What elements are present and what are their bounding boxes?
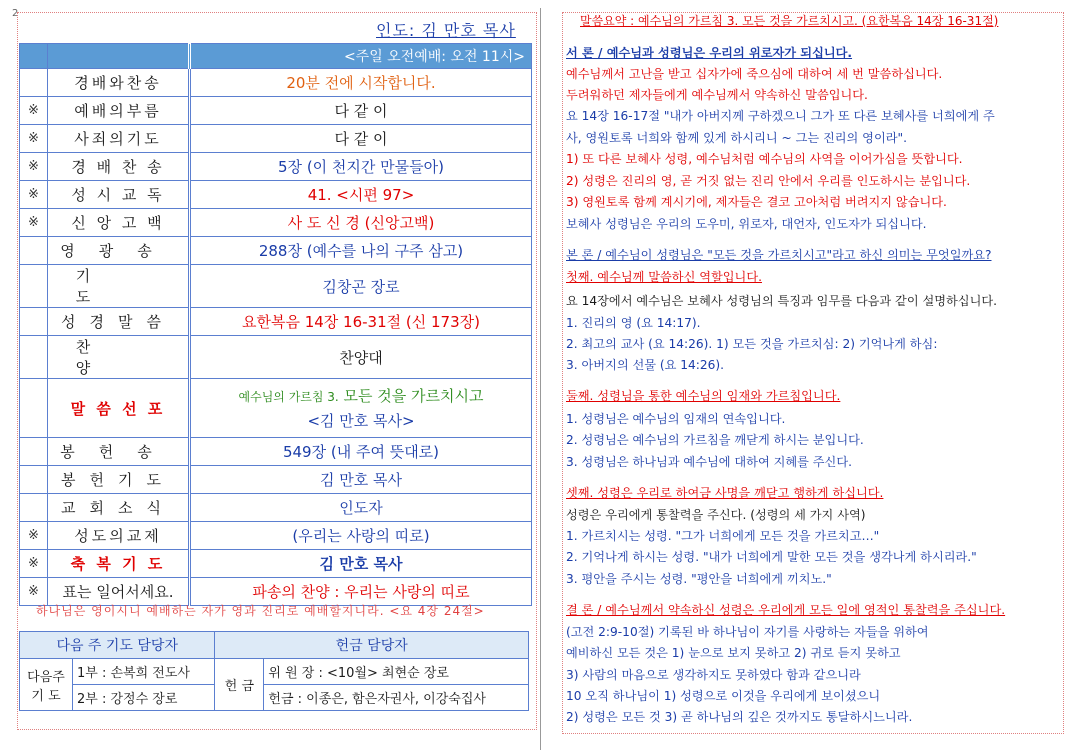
- order-item-value: 김 만호 목사: [190, 466, 532, 494]
- section-body: 본 론 / 예수님이 성령님은 "모든 것을 가르치시고"라고 하신 의미는 무엇일까요?: [566, 248, 992, 262]
- summary-line: 2. 기억나게 하시는 성령. "내가 너희에게 말한 모든 것을 생각나게 하시리라.": [566, 550, 977, 564]
- summary-line: 3. 평안을 주시는 성령. "평안을 너희에게 끼치노.": [566, 572, 832, 586]
- order-item-value: 549장 (내 주여 뜻대로): [190, 438, 532, 466]
- order-row: ※ 표는 일어서세요. 파송의 찬양 : 우리는 사랑의 띠로: [20, 578, 532, 606]
- summary-line: 두려워하던 제자들에게 예수님께서 약속하신 말씀입니다.: [566, 88, 868, 102]
- order-row: ※ 경 배 찬 송 5장 (이 천지간 만물들아): [20, 153, 532, 181]
- order-item-name: 예배의부름: [48, 97, 190, 125]
- offering-header: 헌금 담당자: [215, 632, 529, 659]
- order-item-value: 인도자: [190, 494, 532, 522]
- summary-line: 예비하신 모든 것은 1) 눈으로 보지 못하고 2) 귀로 듣지 못하고: [566, 646, 901, 660]
- order-item-name: 말 씀 선 포: [48, 379, 190, 438]
- summary-line: 10 오직 하나님이 1) 성령으로 이것을 우리에게 보이셨으니: [566, 689, 881, 703]
- order-item-value: 다 같 이: [190, 125, 532, 153]
- order-item-value: 41. <시편 97>: [190, 181, 532, 209]
- summary-line: 사, 영원토록 너희와 함께 있게 하시리니 ~ 그는 진리의 영이라".: [566, 131, 907, 145]
- committee-chair: 위 원 장 : <10월> 최현순 장로: [264, 659, 529, 685]
- order-item-name: 신 앙 고 백: [48, 209, 190, 237]
- summary-line: 3) 영원토록 함께 계시기에, 제자들은 결코 고아처럼 버려지지 않습니다.: [566, 195, 947, 209]
- second-service-leader: 2부 : 강정수 장로: [73, 685, 215, 711]
- sermon-preacher: <김 만호 목사>: [307, 412, 415, 430]
- point-second: 둘째. 성령님을 통한 예수님의 임재와 가르침입니다.: [566, 389, 841, 403]
- order-row: [20, 466, 532, 494]
- offering-label: 헌 금: [215, 659, 264, 711]
- verse-text: 하나님은 영이시니 예배하는 자가 영과 진리로 예배할지니라. <요 4장 24절>: [36, 604, 485, 618]
- order-item-value: 사 도 신 경 (신앙고백): [190, 209, 532, 237]
- order-row: ※ 신 앙 고 백 사 도 신 경 (신앙고백): [20, 209, 532, 237]
- next-week-label: 다음주 기 도: [20, 659, 73, 711]
- order-item-name: 경배와찬송: [48, 69, 190, 97]
- order-item-value: 다 같 이: [190, 97, 532, 125]
- order-item-name: 축 복 기 도: [48, 550, 190, 578]
- first-service-leader: 1부 : 손복희 전도사: [73, 659, 215, 685]
- summary-line: 성령은 우리에게 통찰력을 주신다. (성령의 세 가지 사역): [566, 508, 866, 522]
- summary-line: 2) 성령은 진리의 영, 곧 거짓 없는 진리 안에서 우리를 인도하시는 분입니다.: [566, 174, 971, 188]
- sermon-series: 예수님의 가르침 3.: [238, 390, 339, 404]
- stand-note: 표는 일어서세요.: [48, 578, 190, 606]
- summary-line: 3. 아버지의 선물 (요 14:26).: [566, 358, 725, 372]
- worship-order-table: [19, 43, 532, 606]
- order-row: ※ 성 시 교 독 41. <시편 97>: [20, 181, 532, 209]
- order-row: ※ 예배의부름 다 같 이: [20, 97, 532, 125]
- point-first: 첫째. 예수님께 말씀하신 역할입니다.: [566, 270, 762, 284]
- order-row: [20, 336, 532, 379]
- page-divider: [540, 8, 541, 750]
- order-item-name: 찬양: [48, 336, 190, 379]
- section-intro: 서 론 / 예수님과 성령님은 우리의 위로자가 되십니다.: [566, 46, 853, 60]
- summary-line: 1. 진리의 영 (요 14:17).: [566, 316, 701, 330]
- order-item-name: 봉헌기도: [48, 466, 190, 494]
- summary-line: 1) 또 다른 보혜사 성령, 예수님처럼 예수님의 사역을 이어가심을 뜻합니다.: [566, 152, 963, 166]
- order-item-value: (우리는 사랑의 띠로): [190, 522, 532, 550]
- summary-line: (고전 2:9-10절) 기록된 바 하나님이 자기를 사랑하는 자들을 위하여: [566, 625, 929, 639]
- order-item-name: 성 시 교 독: [48, 181, 190, 209]
- order-item-name: 봉헌송: [48, 438, 190, 466]
- summary-line: 요 14장 16-17절 "내가 아버지께 구하겠으니 그가 또 다른 보혜사를 너희에게 주: [566, 109, 995, 123]
- summary-line: 2. 성령님은 예수님의 가르침을 깨닫게 하시는 분입니다.: [566, 433, 864, 447]
- lead-pastor: 인도: 김 만호 목사: [376, 21, 516, 40]
- order-item-value: 김 만호 목사: [190, 550, 532, 578]
- offering-members: 헌금 : 이종은, 함은자권사, 이강숙집사: [264, 685, 529, 711]
- next-week-header: 다음 주 기도 담당자: [20, 632, 215, 659]
- order-row: [20, 494, 532, 522]
- summary-line: 3. 성령님은 하나님과 예수님에 대하여 지혜를 주신다.: [566, 455, 852, 469]
- order-item-value: 김창곤 장로: [190, 265, 532, 308]
- summary-line: 2) 성령은 모든 것 3) 곧 하나님의 깊은 것까지도 통달하시느니라.: [566, 710, 913, 724]
- order-item-value: 찬양대: [190, 336, 532, 379]
- sermon-title: 모든 것을 가르치시고: [343, 387, 484, 405]
- order-item-name: 경 배 찬 송: [48, 153, 190, 181]
- summary-line: 2. 최고의 교사 (요 14:26). 1) 모든 것을 가르치심: 2) 기억나게 하심:: [566, 337, 938, 351]
- order-row: [20, 308, 532, 336]
- order-item-name: 사죄의기도: [48, 125, 190, 153]
- order-item-name: 성경말씀: [48, 308, 190, 336]
- order-item-name: 기도: [48, 265, 190, 308]
- point-third: 셋째. 성령은 우리로 하여금 사명을 깨닫고 행하게 하십니다.: [566, 486, 884, 500]
- order-row-sermon: [20, 379, 532, 438]
- order-item-value: 20분 전에 시작합니다.: [190, 69, 532, 97]
- section-conclusion: 결 론 / 예수님께서 약속하신 성령은 우리에게 모든 일에 영적인 통찰력을 주십니다.: [566, 603, 1006, 617]
- summary-line: 요 14장에서 예수님은 보혜사 성령님의 특징과 임무를 다음과 같이 설명하십니다.: [566, 294, 997, 308]
- service-header-row: [20, 44, 532, 69]
- order-row: [20, 438, 532, 466]
- order-item-value: 5장 (이 천지간 만물들아): [190, 153, 532, 181]
- summary-line: 1. 성령님은 예수님의 임재의 연속입니다.: [566, 412, 786, 426]
- order-item-value: 요한복음 14장 16-31절 (신 173장): [190, 308, 532, 336]
- page-number: 2: [12, 8, 19, 19]
- summary-line: 3) 사람의 마음으로 생각하지도 못하였다 함과 같으니라: [566, 668, 861, 682]
- sermon-title-cell: [190, 379, 532, 438]
- order-row: ※ 성도의교제 (우리는 사랑의 띠로): [20, 522, 532, 550]
- summary-line: 1. 가르치시는 성령. "그가 너희에게 모든 것을 가르치고…": [566, 529, 880, 543]
- order-row: [20, 69, 532, 97]
- sermon-summary-title: 말씀요약 : 예수님의 가르침 3. 모든 것을 가르치시고. (요한복음 14장 16-31절): [580, 14, 999, 28]
- order-item-name: 교회소식: [48, 494, 190, 522]
- order-row: ※ 축 복 기 도 김 만호 목사: [20, 550, 532, 578]
- order-row: ※ 사죄의기도 다 같 이: [20, 125, 532, 153]
- order-item-name: 성도의교제: [48, 522, 190, 550]
- duty-table: [19, 631, 529, 711]
- service-header: <주일 오전예배: 오전 11시>: [190, 44, 532, 69]
- order-item-name: 영광송: [48, 237, 190, 265]
- order-row: [20, 265, 532, 308]
- summary-line: 보혜사 성령님은 우리의 도우미, 위로자, 대언자, 인도자가 되십니다.: [566, 217, 927, 231]
- order-row: [20, 237, 532, 265]
- order-item-value: 파송의 찬양 : 우리는 사랑의 띠로: [190, 578, 532, 606]
- order-item-value: 288장 (예수를 나의 구주 삼고): [190, 237, 532, 265]
- summary-line: 예수님께서 고난을 받고 십자가에 죽으심에 대하여 세 번 말씀하십니다.: [566, 67, 943, 81]
